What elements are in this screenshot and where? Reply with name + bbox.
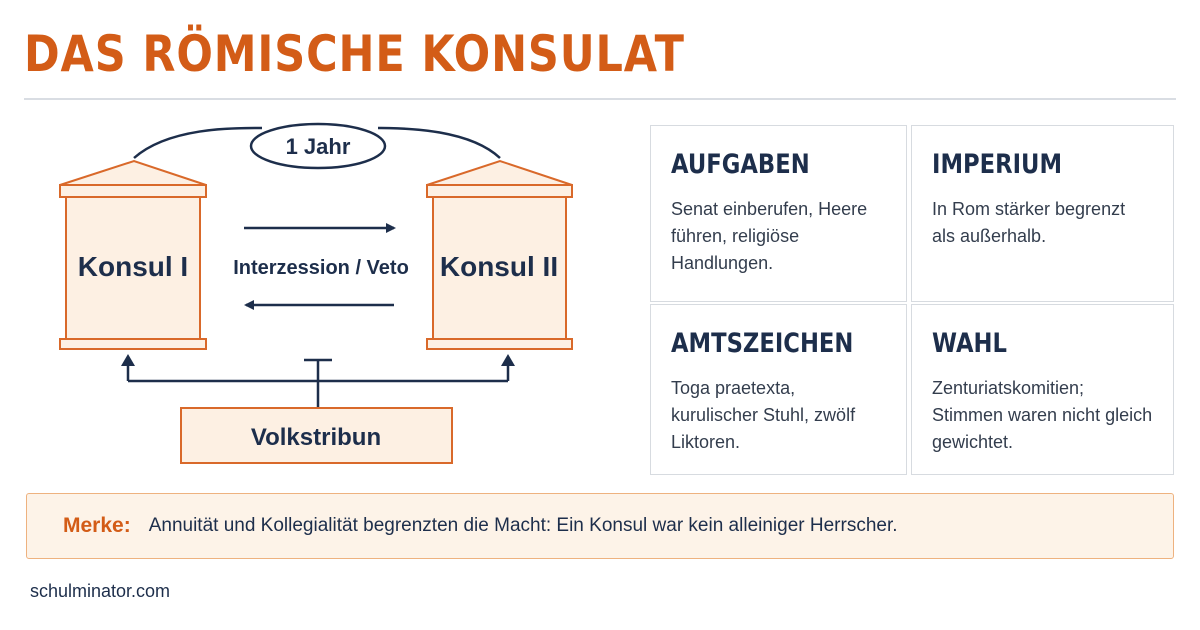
consul-one-label: Konsul I [77, 251, 189, 282]
note-box [26, 493, 1174, 559]
card-heading: IMPERIUM [932, 149, 1063, 180]
consul-two-label: Konsul II [439, 251, 559, 282]
arrowhead-left [121, 354, 135, 366]
card-wahl [911, 304, 1174, 475]
tribune-label: Volkstribun [250, 424, 382, 451]
card-heading: WAHL [932, 328, 1007, 359]
tribune-connector [128, 360, 508, 408]
arrowhead-right [501, 354, 515, 366]
veto-label: Interzession / Veto [233, 257, 409, 279]
consulate-diagram [0, 100, 600, 470]
card-heading: AMTSZEICHEN [671, 328, 854, 359]
card-aufgaben [650, 125, 907, 302]
footer-site-link[interactable]: schulminator.com [30, 581, 171, 601]
card-text: Zenturiatskomitien; Stimmen waren nicht gleich gewichtet. [932, 378, 1153, 452]
page-title: DAS RÖMISCHE KONSULAT [24, 25, 685, 83]
card-text: In Rom stärker begrenzt als außerhalb. [932, 199, 1126, 246]
duration-label: 1 Jahr [285, 134, 351, 159]
card-text: Toga praetexta, kurulischer Stuhl, zwölf Liktoren. [671, 378, 856, 452]
card-text: Senat einberufen, Heere führen, religiöse Handlungen. [671, 199, 868, 273]
note-text: Annuität und Kollegialität begrenzten die Macht: Ein Konsul war kein alleiniger Herrscher. [148, 515, 898, 536]
card-heading: AUFGABEN [671, 149, 810, 180]
card-amtszeichen [650, 304, 907, 475]
note-label: Merke: [63, 514, 131, 537]
card-imperium [911, 125, 1174, 302]
